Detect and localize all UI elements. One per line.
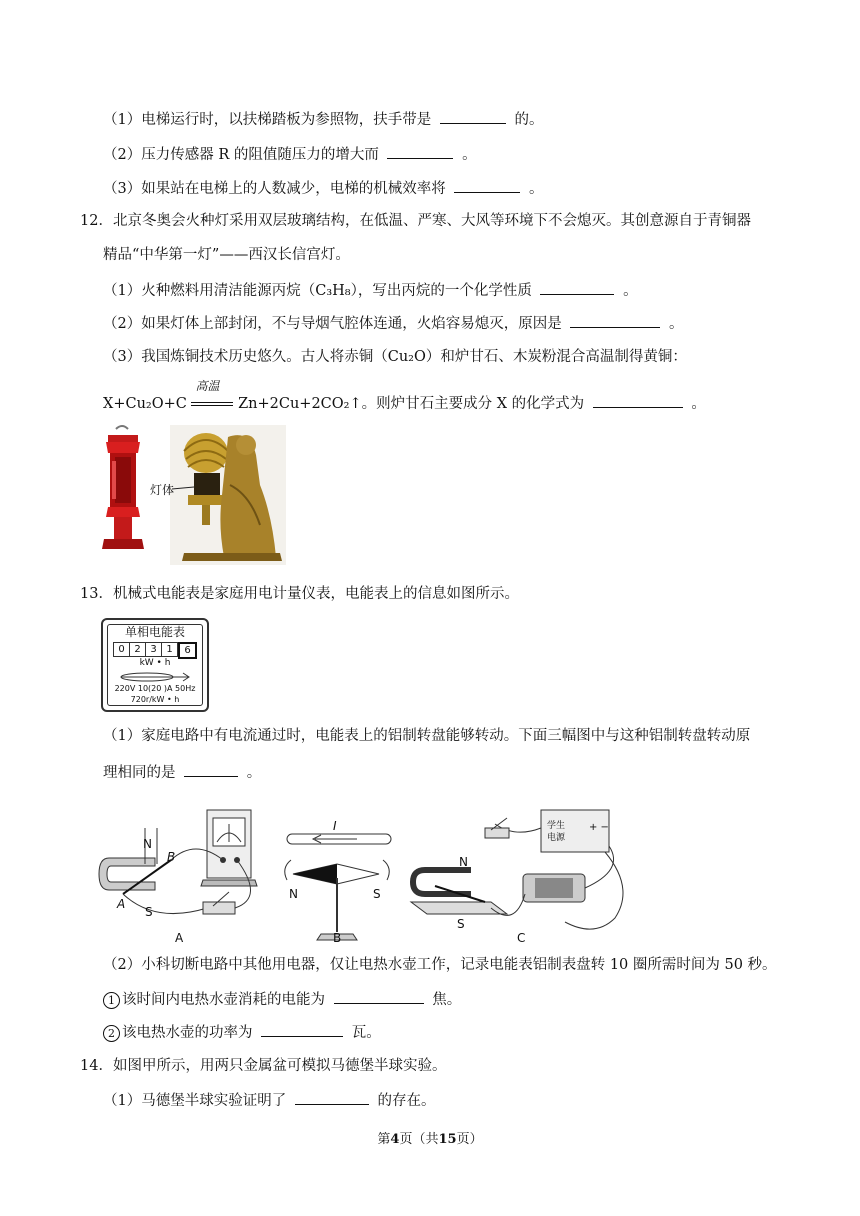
q11-part3: [103, 178, 543, 199]
student-power-supply-label: 学生: [547, 821, 566, 831]
q14-part1-end: 的存在。: [377, 1093, 436, 1109]
total-pages: 15: [438, 1132, 457, 1147]
circled-number-1: 1: [103, 992, 120, 1009]
q13-sub1-text: 该时间内电热水壶消耗的电能为: [122, 992, 325, 1008]
palace-lamp-image: [170, 425, 286, 565]
q11-part2: [103, 144, 477, 165]
answer-blank[interactable]: [334, 989, 424, 1004]
magnet-c-south-label: S: [457, 917, 465, 931]
answer-blank[interactable]: [261, 1022, 343, 1037]
q12-part3: （3）我国炼铜技术历史悠久。古人将赤铜（Cu₂O）和炉甘石、木炭粉混合高温制得黄铜：: [103, 349, 687, 365]
power-plusminus-label: + −: [589, 822, 609, 833]
q12-stem-line2: 精品“中华第一灯”——西汉长信宫灯。: [103, 247, 350, 263]
q13-part1-text: 理相同的是: [103, 765, 176, 781]
q11-part3-end: 。: [528, 181, 544, 197]
q12-part3-end: 。: [691, 396, 706, 412]
q12-part1-end: 。: [623, 283, 638, 299]
condition-label: 高温: [195, 379, 220, 393]
magnet-c-north-label: N: [459, 855, 468, 869]
q12-part2: [103, 313, 683, 334]
q13-part1-line1: （1）家庭电路中有电流通过时，电能表上的铝制转盘能够转动。下面三幅图中与这种铝制转盘转动原: [103, 728, 751, 744]
answer-blank[interactable]: [454, 178, 520, 193]
q12-part2-text: （2）如果灯体上部封闭，不与导烟气腔体连通，火焰容易熄灭，原因是: [103, 316, 562, 332]
magnet-north-label: N: [143, 837, 152, 851]
q11-part1-text: （1）电梯运行时，以扶梯踏板为参照物，扶手带是: [103, 112, 432, 128]
diagram-b-label: B: [333, 931, 342, 945]
equation-products: Zn+2Cu+2CO₂↑。则炉甘石主要成分 X 的化学式为: [238, 396, 585, 412]
rod-end-b-label: B: [167, 850, 176, 864]
footer-suffix: 页）: [456, 1132, 483, 1147]
meter-disc-arrow-icon: [117, 671, 193, 683]
q11-part2-text: （2）压力传感器 R 的阻值随压力的增大而: [103, 147, 379, 163]
q13-sub2-end: 瓦。: [351, 1025, 381, 1041]
answer-blank[interactable]: [540, 280, 614, 295]
q12-part2-end: 。: [668, 316, 684, 332]
answer-blank[interactable]: [295, 1090, 369, 1105]
torch-lantern-image: [102, 426, 144, 549]
needle-south-label: S: [373, 887, 381, 901]
q11-part1-end: 的。: [514, 112, 544, 128]
answer-blank[interactable]: [387, 144, 453, 159]
rod-end-a-label: A: [117, 897, 126, 911]
q14-part1-text: （1）马德堡半球实验证明了: [103, 1093, 287, 1109]
circled-number-2: 2: [103, 1025, 120, 1042]
answer-blank[interactable]: [184, 762, 238, 777]
meter-title: 单相电能表: [124, 625, 185, 639]
lantern-figure: [100, 425, 286, 565]
q12-stem-line1: 12．北京冬奥会火种灯采用双层玻璃结构，在低温、严寒、大风等环境下不会熄灭。其创意源自于青铜器: [80, 213, 751, 229]
q11-part2-end: 。: [462, 147, 477, 163]
page-footer: [0, 1128, 860, 1147]
q14-stem: 14．如图甲所示，用两只金属盆可模拟马德堡半球实验。: [80, 1058, 447, 1074]
meter-digit: 2: [130, 642, 146, 657]
meter-spec-rating: 220V 10(20 )A 50Hz: [114, 684, 196, 693]
q11-part1: [103, 109, 543, 130]
meter-digits: [113, 642, 197, 659]
equation-reactants: X+Cu₂O+C: [103, 396, 187, 412]
q13-sub1-end: 焦。: [432, 992, 462, 1008]
reaction-condition: [191, 379, 233, 413]
answer-blank[interactable]: [593, 393, 683, 408]
q13-sub2-text: 该电热水壶的功率为: [122, 1025, 253, 1041]
q13-part1-end: 。: [246, 765, 262, 781]
q13-part2: （2）小科切断电路中其他用电器，仅让电热水壶工作，记录电能表铝制表盘转 10 圈所需时间为 50 秒。: [103, 957, 777, 973]
q13-sub2: [103, 1022, 381, 1043]
lamp-body-label: 灯体: [150, 483, 175, 497]
meter-digit: 1: [162, 642, 178, 657]
energy-meter-figure: [101, 618, 209, 712]
q12-part1-text: （1）火种燃料用清洁能源丙烷（C₃H₈），写出丙烷的一个化学性质: [103, 283, 532, 299]
q12-part1: [103, 280, 638, 301]
answer-blank[interactable]: [440, 109, 506, 124]
meter-digit: 3: [146, 642, 162, 657]
answer-blank[interactable]: [570, 313, 660, 328]
magnet-south-label: S: [145, 905, 153, 919]
meter-unit: kW • h: [139, 658, 171, 668]
q11-part3-text: （3）如果站在电梯上的人数减少，电梯的机械效率将: [103, 181, 446, 197]
q14-part1: [103, 1090, 435, 1111]
needle-north-label: N: [289, 887, 298, 901]
page-number: 4: [390, 1132, 400, 1147]
meter-digit-decimal: 6: [178, 642, 197, 659]
meter-spec-constant: 720r/kW • h: [130, 695, 180, 704]
meter-digit: 0: [113, 642, 130, 657]
diagram-c-label: C: [517, 931, 526, 945]
q13-part1-line2: [103, 762, 261, 783]
q12-equation: [103, 379, 706, 414]
q13-sub1: [103, 989, 461, 1010]
diagram-a-label: A: [175, 931, 184, 945]
q13-stem: 13．机械式电能表是家庭用电计量仪表，电能表上的信息如图所示。: [80, 586, 519, 602]
motor-principle-diagrams: [95, 798, 635, 946]
footer-prefix: 第: [377, 1132, 391, 1147]
student-power-supply-label-2: 电源: [547, 833, 566, 843]
current-label: I: [333, 819, 337, 833]
footer-mid: 页（共: [399, 1132, 439, 1147]
